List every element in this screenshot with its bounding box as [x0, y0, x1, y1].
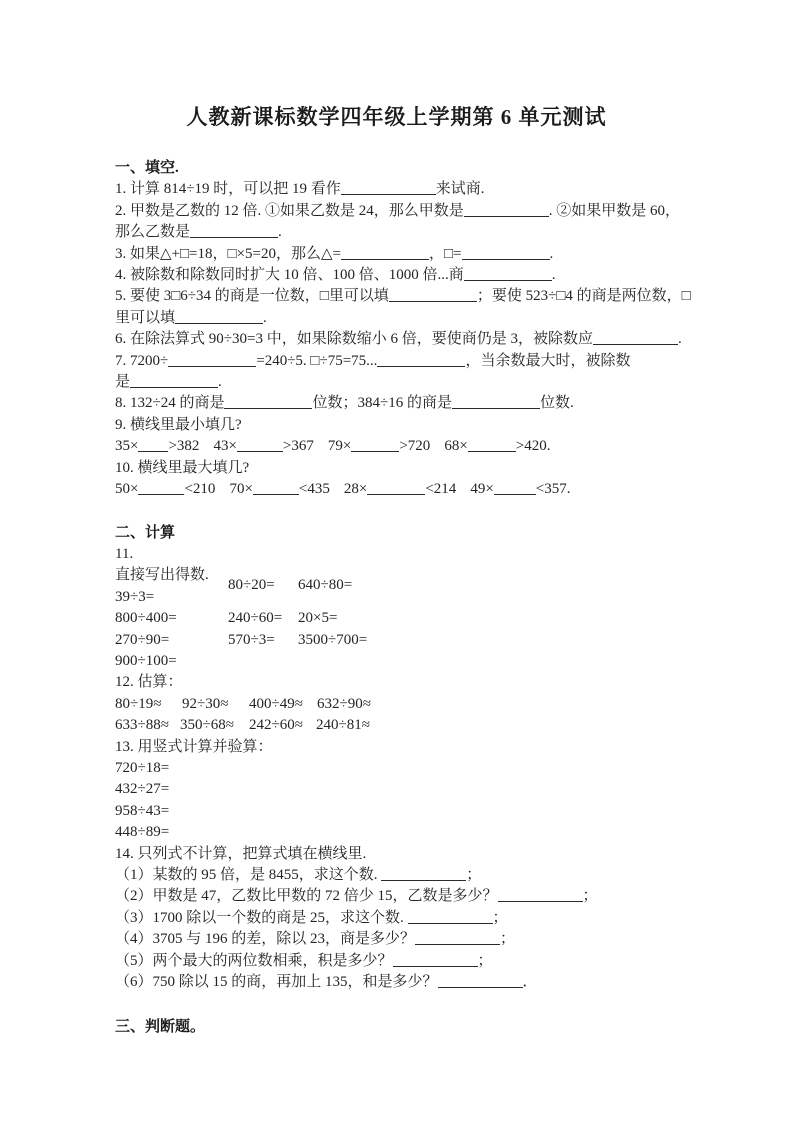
fill-blank [377, 352, 465, 367]
text-run: 28× [343, 481, 368, 498]
text-run: ； [477, 952, 493, 969]
fill-blank [389, 287, 477, 302]
question-2-cont [115, 222, 763, 243]
text-run: <214 [425, 481, 457, 498]
text-run: （5）两个最大的两位数相乘，积是多少？ [115, 952, 393, 969]
question-4 [115, 265, 763, 286]
question-3 [115, 244, 763, 265]
text-run: 240÷81≈ [316, 717, 370, 734]
text-run: 直接写出得数. [115, 567, 209, 584]
text-run: . [551, 267, 556, 284]
text-run: 12. 估算： [115, 674, 183, 691]
q14-item-1 [115, 865, 763, 886]
text-run: 432÷27= [115, 781, 170, 798]
text-run: 70× [229, 481, 253, 498]
text-run: . [218, 374, 222, 391]
text-run: 39÷3= [115, 588, 155, 605]
text-run: 958÷43= [115, 802, 170, 819]
text-run: >420. [515, 438, 551, 455]
text-run: ； [466, 867, 482, 883]
fill-blank [190, 223, 278, 238]
text-run: 7. 7200÷ [115, 352, 169, 369]
text-run: 三、判断题。 [115, 1019, 206, 1036]
section-2-heading [115, 523, 763, 544]
text-run: 位数. [539, 395, 574, 412]
fill-blank [224, 394, 312, 409]
section-gap-2 [115, 993, 763, 1017]
text-run: 13. 用竖式计算并验算： [115, 738, 273, 755]
fill-blank [408, 909, 493, 924]
text-run: ； [582, 888, 598, 905]
text-run: 9. 横线里最小填几? [115, 416, 242, 433]
question-11 [115, 544, 763, 565]
text-run: 6. 在除法算式 90÷30=3 中，如果除数缩小 6 倍，要使商仍是 3，被除数应 [115, 331, 593, 348]
text-run: 632÷90≈ [317, 695, 371, 712]
text-run: 一、填空. [115, 160, 179, 176]
text-run: 640÷80= [298, 577, 353, 594]
text-run: 92÷30≈ [182, 695, 229, 712]
q12-row-2 [115, 715, 763, 736]
text-run: 242÷60≈ [249, 717, 303, 734]
q13-row-4 [115, 822, 763, 843]
q11-row-2 [115, 587, 763, 608]
fill-blank [452, 394, 540, 409]
text-run: ． [522, 974, 538, 991]
text-run: 80÷19≈ [115, 695, 162, 712]
fill-blank [381, 866, 466, 881]
q13-row-2 [115, 779, 763, 800]
text-run: 5. 要使 3□6÷34 的商是一位数，□里可以填 [115, 288, 389, 305]
question-1 [115, 179, 763, 200]
question-10 [115, 458, 763, 479]
text-run: 8. 132÷24 的商是 [115, 395, 225, 412]
fill-blank [237, 437, 283, 452]
text-run: 位数；384÷16 的商是 [312, 395, 452, 412]
text-run: 那么乙数是 [115, 224, 191, 241]
text-run: 里可以填 [115, 309, 176, 326]
text-run: ； [492, 909, 508, 926]
text-run: . [549, 245, 554, 262]
question-7 [115, 351, 763, 372]
fill-blank [393, 952, 478, 967]
text-run: =240÷5. □÷75=75... [256, 352, 378, 369]
text-run: 11. [115, 545, 134, 562]
text-run: （6）750 除以 15 的商，再加上 135，和是多少？ [115, 974, 438, 991]
document-body [115, 158, 763, 1039]
fill-blank [138, 437, 168, 452]
question-5 [115, 286, 763, 307]
text-run: 80÷20= [228, 577, 275, 594]
text-run: 3. 如果△+□=18，□×5=20，那么△= [115, 245, 341, 262]
fill-blank [438, 973, 523, 988]
text-run: 20×5= [298, 610, 338, 627]
question-9 [115, 415, 763, 436]
text-run: <357. [535, 481, 571, 498]
text-run: 350÷68≈ [180, 717, 234, 734]
text-run: >720 [399, 438, 431, 455]
text-run: 240÷60= [228, 610, 283, 627]
text-run: 800÷400= [115, 610, 177, 627]
text-run: （3）1700 除以一个数的商是 25，求这个数. [115, 909, 408, 926]
fill-blank [468, 437, 516, 452]
text-run: 79× [327, 438, 352, 455]
fill-blank [175, 309, 263, 324]
text-run: ，当余数最大时，被除数 [465, 352, 631, 369]
fill-blank [593, 330, 678, 345]
text-run: 570÷3= [228, 631, 275, 648]
text-run: ，□= [429, 245, 462, 262]
q11-row-5 [115, 651, 763, 672]
fill-blank [498, 887, 583, 902]
q13-row-1 [115, 758, 763, 779]
question-13 [115, 737, 763, 758]
fill-blank [341, 180, 436, 195]
text-run: （4）3705 与 196 的差，除以 23，商是多少？ [115, 931, 416, 948]
q14-item-2 [115, 886, 763, 907]
section-gap-1 [115, 501, 763, 523]
text-run: 50× [115, 481, 139, 498]
text-run: 270÷90= [115, 631, 170, 648]
text-run: 10. 横线里最大填几? [115, 459, 250, 476]
text-run: 14. 只列式不计算，把算式填在横线里. [115, 845, 367, 862]
text-run: ； [500, 931, 516, 948]
text-run: 400÷49≈ [249, 695, 303, 712]
text-run: ；要使 523÷□4 的商是两位数，□ [476, 288, 691, 305]
text-run: 900÷100= [115, 652, 177, 669]
text-run: . ②如果甲数是 60， [548, 202, 681, 219]
text-run: 来试商. [435, 181, 485, 198]
text-run: 是 [115, 374, 131, 391]
question-5-cont [115, 308, 763, 329]
text-run: 448÷89= [115, 824, 170, 841]
section-1-heading [115, 158, 763, 179]
text-run: >367 [282, 438, 314, 455]
fill-blank [464, 266, 552, 281]
text-run: . [263, 309, 267, 326]
text-run: （2）甲数是 47，乙数比甲数的 72 倍少 15，乙数是多少？ [115, 888, 498, 905]
question-6 [115, 329, 763, 350]
fill-blank [253, 480, 299, 495]
text-run: 二、计算 [115, 524, 176, 541]
q11-row-1 [115, 565, 763, 594]
fill-blank [462, 245, 550, 260]
q14-item-3 [115, 908, 763, 929]
q14-item-6 [115, 972, 763, 993]
fill-blank [415, 930, 500, 945]
text-run: （1）某数的 95 倍，是 8455，求这个数. [115, 867, 382, 883]
text-run: 3500÷700= [298, 631, 368, 648]
q13-row-3 [115, 801, 763, 822]
section-3-heading [115, 1017, 763, 1038]
question-12 [115, 672, 763, 693]
question-14 [115, 844, 763, 865]
question-2 [115, 201, 763, 222]
text-run: 720÷18= [115, 759, 170, 776]
text-run: 68× [444, 438, 468, 455]
document-title: 人教新课标数学四年级上学期第 6 单元测试 [186, 105, 607, 129]
fill-blank [168, 352, 256, 367]
text-run: 43× [213, 438, 237, 455]
question-8 [115, 393, 763, 414]
fill-blank [464, 202, 549, 217]
q11-row-4 [115, 630, 763, 651]
question-10-items [115, 479, 763, 500]
fill-blank [341, 245, 429, 260]
text-run: 4. 被除数和除数同时扩大 10 倍、100 倍、1000 倍...商 [115, 267, 464, 284]
q14-item-5 [115, 951, 763, 972]
fill-blank [351, 437, 399, 452]
text-run: . [677, 331, 682, 348]
fill-blank [367, 480, 425, 495]
q11-row-3 [115, 608, 763, 629]
fill-blank [138, 480, 184, 495]
text-run: >382 [168, 438, 200, 455]
question-9-items [115, 436, 763, 457]
text-run: 49× [470, 481, 494, 498]
text-run: 633÷88≈ [115, 717, 169, 734]
fill-blank [130, 373, 218, 388]
q14-item-4 [115, 929, 763, 950]
question-7-cont [115, 372, 763, 393]
text-run: . [278, 224, 282, 241]
text-run: <210 [184, 481, 216, 498]
text-run: 2. 甲数是乙数的 12 倍. ①如果乙数是 24，那么甲数是 [115, 202, 464, 219]
text-run: <435 [298, 481, 330, 498]
text-run: 35× [115, 438, 139, 455]
q12-row-1 [115, 694, 763, 715]
text-run: 1. 计算 814÷19 时，可以把 19 看作 [115, 181, 341, 198]
fill-blank [494, 480, 536, 495]
